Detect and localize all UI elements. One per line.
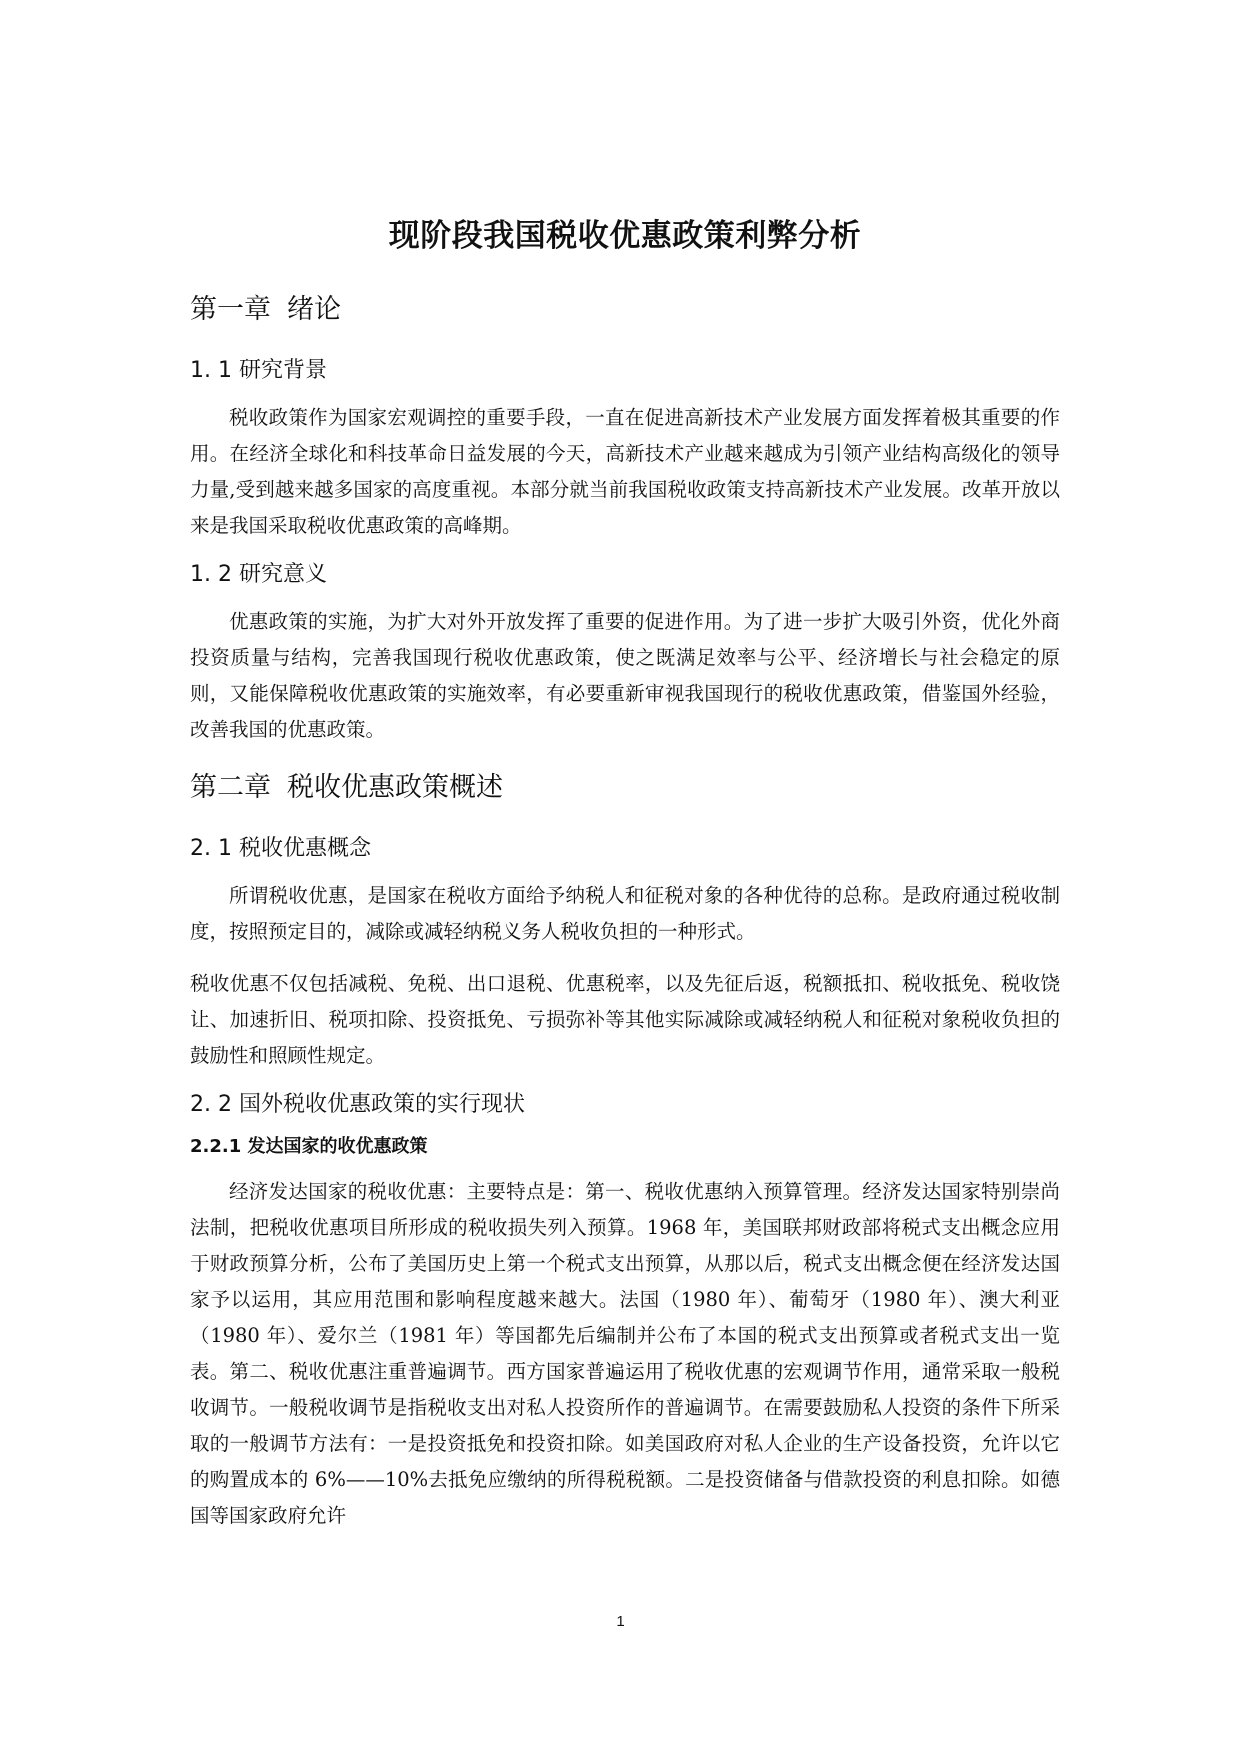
chapter-2-heading bbox=[190, 770, 1060, 806]
section-1-1-paragraph: 税收政策作为国家宏观调控的重要手段，一直在促进高新技术产业发展方面发挥着极其重要的作用。在经济全球化和科技革命日益发展的今天，高新技术产业越来越成为引领产业结构高级化的领导力量,受到越来越多国家的高度重视。本部分就当前我国税收政策支持高新技术产业发展。改革开放以来是我国采取税收优惠政策的高峰期。 bbox=[190, 406, 1060, 537]
chapter-2-number: 第二章 bbox=[190, 772, 271, 803]
subsection-2-2-1-heading: 2.2.1 发达国家的收优惠政策 bbox=[190, 1136, 428, 1157]
chapter-2-name: 税收优惠政策概述 bbox=[287, 772, 503, 803]
chapter-1-number: 第一章 bbox=[190, 294, 271, 325]
section-1-1-heading: 1. 1 研究背景 bbox=[190, 358, 327, 383]
section-2-1-paragraph-2: 税收优惠不仅包括减税、免税、出口退税、优惠税率，以及先征后返，税额抵扣、税收抵免、税收饶让、加速折旧、税项扣除、投资抵免、亏损弥补等其他实际减除或减轻纳税人和征税对象税收负担的鼓励性和照顾性规定。 bbox=[190, 972, 1060, 1067]
section-1-2-paragraph: 优惠政策的实施，为扩大对外开放发挥了重要的促进作用。为了进一步扩大吸引外资，优化外商投资质量与结构，完善我国现行税收优惠政策，使之既满足效率与公平、经济增长与社会稳定的原则，又能保障税收优惠政策的实施效率，有必要重新审视我国现行的税收优惠政策，借鉴国外经验，改善我国的优惠政策。 bbox=[190, 610, 1060, 741]
section-2-2-heading: 2. 2 国外税收优惠政策的实行现状 bbox=[190, 1092, 525, 1117]
section-2-1-paragraph-1: 所谓税收优惠，是国家在税收方面给予纳税人和征税对象的各种优待的总称。是政府通过税收制度，按照预定目的，减除或减轻纳税义务人税收负担的一种形式。 bbox=[190, 884, 1060, 943]
chapter-1-heading bbox=[190, 292, 1060, 328]
section-1-2-heading: 1. 2 研究意义 bbox=[190, 562, 327, 587]
section-2-2-1-paragraph: 经济发达国家的税收优惠：主要特点是：第一、税收优惠纳入预算管理。经济发达国家特别崇尚法制，把税收优惠项目所形成的税收损失列入预算。1968 年，美国联邦财政部将税式支出概念应用于财政预算分析，公布了美国历史上第一个税式支出预算，从那以后，税式支出概念便在经济发达国家予以运用，其应用范围和影响程度越来越大。法国（1980 年）、葡萄牙（1980 年）、澳大利亚（1980 年）、爱尔兰（1981 年）等国都先后编制并公布了本国的税式支出预算或者税式支出一览表。第二、税收优惠注重普遍调节。西方国家普遍运用了税收优惠的宏观调节作用，通常采取一般税收调节。一般税收调节是指税收支出对私人投资所作的普遍调节。在需要鼓励私人投资的条件下所采取的一般调节方法有：一是投资抵免和投资扣除。如美国政府对私人企业的生产设备投资，允许以它的购置成本的 6%——10%去抵免应缴纳的所得税税额。二是投资储备与借款投资的利息扣除。如德国等国家政府允许 bbox=[190, 1180, 1060, 1527]
document-title: 现阶段我国税收优惠政策利弊分析 bbox=[388, 218, 862, 254]
page-number: 1 bbox=[616, 1613, 625, 1630]
section-2-1-heading: 2. 1 税收优惠概念 bbox=[190, 836, 371, 861]
chapter-1-name: 绪论 bbox=[287, 294, 341, 325]
document-body bbox=[190, 216, 1060, 1550]
